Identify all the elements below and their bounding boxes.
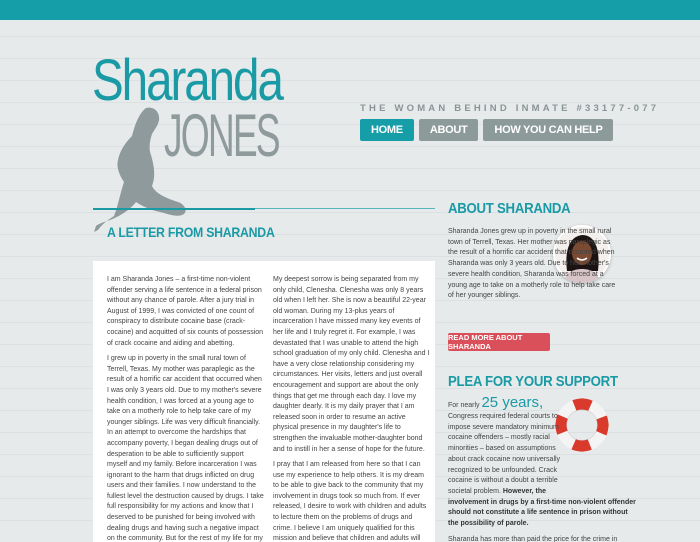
nav-how-you-can-help[interactable]: HOW YOU CAN HELP — [483, 119, 613, 141]
letter-column-right — [273, 275, 431, 542]
letter-title: A LETTER FROM SHARANDA — [107, 224, 275, 240]
nav-home[interactable]: HOME — [360, 119, 414, 141]
logo-first-name: Sharanda — [92, 48, 282, 113]
plea-bold-text: However, the involvement in drugs by a first-time non-violent offender should not constitute a life sentence in prison without the possibility of parole. — [448, 487, 636, 528]
float-spacer — [566, 412, 638, 492]
plea-highlight: 25 years — [481, 394, 540, 411]
site-logo[interactable] — [92, 48, 292, 187]
plea-title: PLEA FOR YOUR SUPPORT — [448, 373, 618, 390]
about-text: Sharanda Jones grew up in poverty in the small rural town of Terrell, Texas. Her mother was paraplegic as the result of a horrific car accident that occurred when Sharanda was only 3 years old. Due to her mother's severe health condition, Sharanda was forced at a young age to take on a motherly role to help take care of her younger siblings. — [448, 228, 616, 300]
plea-intro: For nearly — [448, 402, 482, 409]
paragraph-gap — [448, 530, 638, 535]
nav-about[interactable]: ABOUT — [419, 119, 479, 141]
plea-body-text-2: Sharanda has more than paid the price for the crime in — [448, 535, 618, 542]
main-nav — [360, 119, 613, 141]
logo-last-name: JONES — [164, 102, 279, 169]
letter-paragraph: I grew up in poverty in the small rural town of Terrell, Texas. My mother was paraplegic as the result of a horrific car accident that occurred when I was only 3 years old. Due to my mother's severe health condition, I was forced at a young age to take on a motherly role to help take care of my younger siblings. Life was very difficult financially. In an attempt to overcome the hardships that accompany poverty, I began dealing drugs out of desperation to be able to sufficiently support myself and my family. Before incarceration I was ignorant to the harm that drugs inflicted on drug users and their families. I now understand to the fullest level the destruction caused by drugs. I take full responsibility for my actions and know that I deserved to be punished for being involved with dealing drugs and having such a negative impact on the community. But for the rest of my life for my — [107, 355, 264, 542]
plea-body-text: Congress required federal courts to impose severe mandatory minimum cocaine offenders – mostly racial minorities – based on assumptions about crack cocaine now universally recognized to be unfounded. Crack cocaine is without a doubt a terrible societal problem. — [448, 413, 561, 495]
letter-paragraph: I pray that I am released from here so that I can use my experience to help others. It is my dream to be able to give back to the community that my involvement in drugs took so much from. If ever released, I desire to work with children and adults to lecture them on the problems of drugs and crime. I believe I am uniquely qualified for this mission and believe that children and adults will — [273, 461, 427, 542]
letter-paragraph: My deepest sorrow is being separated from my only child, Clenesha. Clenesha was only 8 years old when I left her. She is now a beautiful 22-year old woman. During my 13-plus years of incarceration I have missed many key events of her life and I truly regret it. For example, I was devastated that I was unable to attend the high school graduation of my only child. Clenesha and I have a very close relationship considering my circumstances. Her visits, letters and just overall encouragement and support are about the only things that get me through each day. I love my daughter dearly. It is my daily prayer that I am released soon in order to resume an active physical presence in my daughter's life to strengthen the invaluable mother-daughter bond and to instill in her a sense of hope for the future. — [273, 276, 430, 453]
section-rule-thin — [255, 208, 435, 209]
letter-paragraph: I am Sharanda Jones – a first-time non-violent offender serving a life sentence in a federal prison without any chance of parole. After a jury trial in August of 1999, I was convicted of one count of conspiracy to distribute cocaine base (crack-cocaine) and acquitted of six counts of possession of crack cocaine and aiding and abetting. — [107, 276, 264, 347]
top-accent-bar — [0, 0, 700, 20]
plea-body — [448, 412, 638, 542]
section-rule-thick — [93, 208, 255, 210]
about-title: ABOUT SHARANDA — [448, 200, 571, 217]
read-more-button[interactable]: READ MORE ABOUT SHARANDA — [448, 333, 550, 351]
site-tagline: THE WOMAN BEHIND INMATE #33177-077 — [360, 103, 660, 114]
plea-highlight-suffix: , — [539, 394, 544, 411]
letter-column-left — [107, 275, 265, 542]
